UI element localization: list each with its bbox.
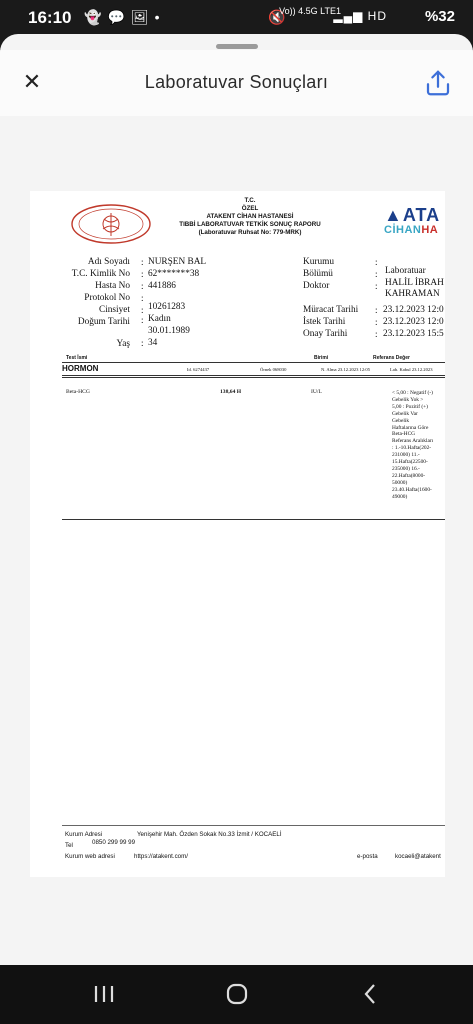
phone: 0850 299 99 99 bbox=[92, 839, 136, 846]
label-institution: Kurumu bbox=[303, 257, 334, 267]
reference-range: < 5,00 : Negatif (-) Gebelik Yok > 5,00 : Pozitif (+) Gebelik Var Gebelik Haftalarına Göre Beta-HCG Referans Aralıkları : 1.-10.Hafta(202- 231000) 11.- 15.Hafta(22500- 235000) 16.- 22.Hafta(8000- 50000) 23.40.Hafta(1600- 49000) bbox=[392, 390, 434, 500]
label-doctor: Doktor bbox=[303, 281, 330, 291]
doctor-name-1: HALİL İBRAH bbox=[385, 278, 444, 288]
signal-icon: ▂▄▆ HD bbox=[333, 9, 387, 23]
label-address: Kurum Adresi bbox=[65, 831, 103, 838]
chat-icon: 💬 bbox=[107, 9, 131, 25]
patient-no: 441886 bbox=[148, 281, 176, 291]
label-request-date: İstek Tarihi bbox=[303, 317, 346, 327]
share-button[interactable] bbox=[423, 68, 453, 98]
label-application-date: Müracat Tarihi bbox=[303, 305, 359, 315]
system-nav-bar bbox=[0, 965, 473, 1024]
label-approval-date: Onay Tarihi bbox=[303, 329, 348, 339]
clock: 16:10 bbox=[28, 8, 72, 27]
dot-icon: • bbox=[154, 9, 166, 25]
label-email: e-posta bbox=[357, 853, 378, 860]
sample-number: Örnek 068030 bbox=[260, 367, 287, 372]
drag-handle[interactable] bbox=[216, 44, 258, 49]
brand-mark-icon: ▲ bbox=[384, 205, 403, 225]
divider bbox=[62, 377, 445, 378]
protocol-no: 10261283 bbox=[148, 302, 186, 312]
share-icon bbox=[423, 68, 453, 98]
request-date: 23.12.2023 12:0 bbox=[383, 317, 444, 327]
battery-percent: %32 bbox=[424, 8, 455, 25]
label-gender: Cinsiyet bbox=[99, 305, 130, 315]
col-unit: Birimi bbox=[314, 355, 329, 361]
patient-name: NURŞEN BAL bbox=[148, 257, 207, 267]
patient-tc: 62*******38 bbox=[148, 269, 200, 279]
label-phone: Tel bbox=[65, 842, 73, 849]
notification-icons bbox=[84, 9, 166, 26]
label-patient-no: Hasta No bbox=[95, 281, 130, 291]
patient-age: 34 bbox=[148, 338, 158, 348]
home-icon bbox=[217, 979, 257, 1009]
status-bar bbox=[0, 0, 473, 36]
close-icon: ✕ bbox=[22, 69, 42, 94]
col-reference: Referans Değer bbox=[373, 355, 410, 361]
institution-header: T.C. ÖZEL ATAKENT CİHAN HASTANESİ TIBBİ LABORATUVAR TETKİK SONUÇ RAPORU (Laboratuvar Ruhsat No: 779-MRK) bbox=[179, 197, 321, 236]
label-birth-date: Doğum Tarihi bbox=[77, 317, 130, 327]
network-label: Vo)) 4.5G LTE1 bbox=[279, 6, 341, 16]
label-website: Kurum web adresi bbox=[65, 853, 115, 860]
back-icon bbox=[350, 979, 390, 1009]
label-age: Yaş bbox=[116, 339, 130, 349]
divider bbox=[62, 375, 445, 376]
col-test-name: Test İsmi bbox=[66, 355, 88, 361]
page-title: Laboratuvar Sonuçları bbox=[144, 72, 329, 92]
results-sheet bbox=[0, 34, 473, 965]
test-unit: IU/L bbox=[311, 389, 322, 395]
email: kocaeli@atakent bbox=[395, 853, 441, 860]
label-department: Bölümü bbox=[303, 269, 333, 279]
recent-apps-button[interactable] bbox=[84, 979, 124, 1009]
section-hormon: HORMON bbox=[62, 364, 99, 373]
label-protocol: Protokol No bbox=[84, 293, 130, 303]
department: Laboratuar bbox=[385, 266, 426, 276]
patient-birth-date: 30.01.1989 bbox=[148, 326, 190, 336]
address: Yenişehir Mah. Özden Sokak No.33 İzmit / KOCAELİ bbox=[137, 831, 282, 838]
sample-id: Id. 6274437 bbox=[187, 367, 210, 372]
ministry-logo bbox=[70, 203, 152, 245]
sample-taken: N. Alma 23.12.2023 12:05 bbox=[321, 367, 370, 372]
divider bbox=[62, 519, 445, 520]
home-button[interactable] bbox=[217, 979, 257, 1009]
sheet-header bbox=[0, 50, 473, 116]
application-date: 23.12.2023 12:0 bbox=[383, 305, 444, 315]
approval-date: 23.12.2023 15:5 bbox=[383, 329, 444, 339]
lab-report-document[interactable]: T.C. ÖZEL ATAKENT CİHAN HASTANESİ TIBBİ LABORATUVAR TETKİK SONUÇ RAPORU (Laboratuvar Ruhsat No: 779-MRK) ▲ATA CİHANHA Adı Soyadı : NURŞEN BAL T.C. Kimlik No : 62*******38 Hasta No : 441886 Protokol No : Cinsiyet : 10261283 Doğum Tarihi : Kadın 30.01.1989 Yaş : 34 Kurumu : Bölümü : Laboratuar Doktor : HALİL İBRAH KAHRAMAN Müracat Tarihi : 23.12.2023 12:0 İstek Tarihi : 23.12.2023 12:0 Onay Tarihi : 23.12.2023 15:5 Test İsmi Birimi Referans Değer HORMON Id. 6274437 Örnek 068030 N. Alma 23.12.2023 12:05 Lab. Kabul 23.12.2023 Beta-HCG 138,64 H IU/L < 5,00 : Negatif (-) Gebelik Yok > 5,00 : Pozitif (+) Gebelik Var Gebelik Haftalarına Göre Beta-HCG Referans Aralıkları : 1.-10.Hafta(202- 231000) 11.- 15.Hafta(22500- 235000) 16.- 22.Hafta(8000- 50000) 23.40.Hafta(1600- 49000) Kurum Adresi Yenişehir Mah. Özden Sokak No.33 İzmit / KOCAELİ Tel 0850 299 99 99 Kurum web adresi https://atakent.com/ e-posta kocaeli@atakent bbox=[30, 191, 445, 877]
test-name: Beta-HCG bbox=[66, 389, 90, 395]
divider bbox=[62, 362, 445, 363]
recents-icon bbox=[84, 979, 124, 1009]
doctor-name-2: KAHRAMAN bbox=[385, 289, 440, 299]
patient-gender: Kadın bbox=[148, 314, 171, 324]
website: https://atakent.com/ bbox=[134, 853, 188, 860]
label-name: Adı Soyadı bbox=[87, 257, 130, 267]
mute-icon: 🔇 bbox=[268, 9, 286, 25]
label-tc: T.C. Kimlik No bbox=[71, 269, 130, 279]
divider bbox=[62, 825, 445, 826]
test-result: 138,64 H bbox=[220, 389, 242, 395]
gallery-icon: 🖼 bbox=[130, 9, 155, 25]
back-button[interactable] bbox=[350, 979, 390, 1009]
hospital-brand-logo: ▲ATA CİHANHA bbox=[384, 205, 441, 236]
lab-accepted: Lab. Kabul 23.12.2023 bbox=[390, 367, 433, 372]
snapchat-icon: 👻 bbox=[84, 9, 108, 25]
